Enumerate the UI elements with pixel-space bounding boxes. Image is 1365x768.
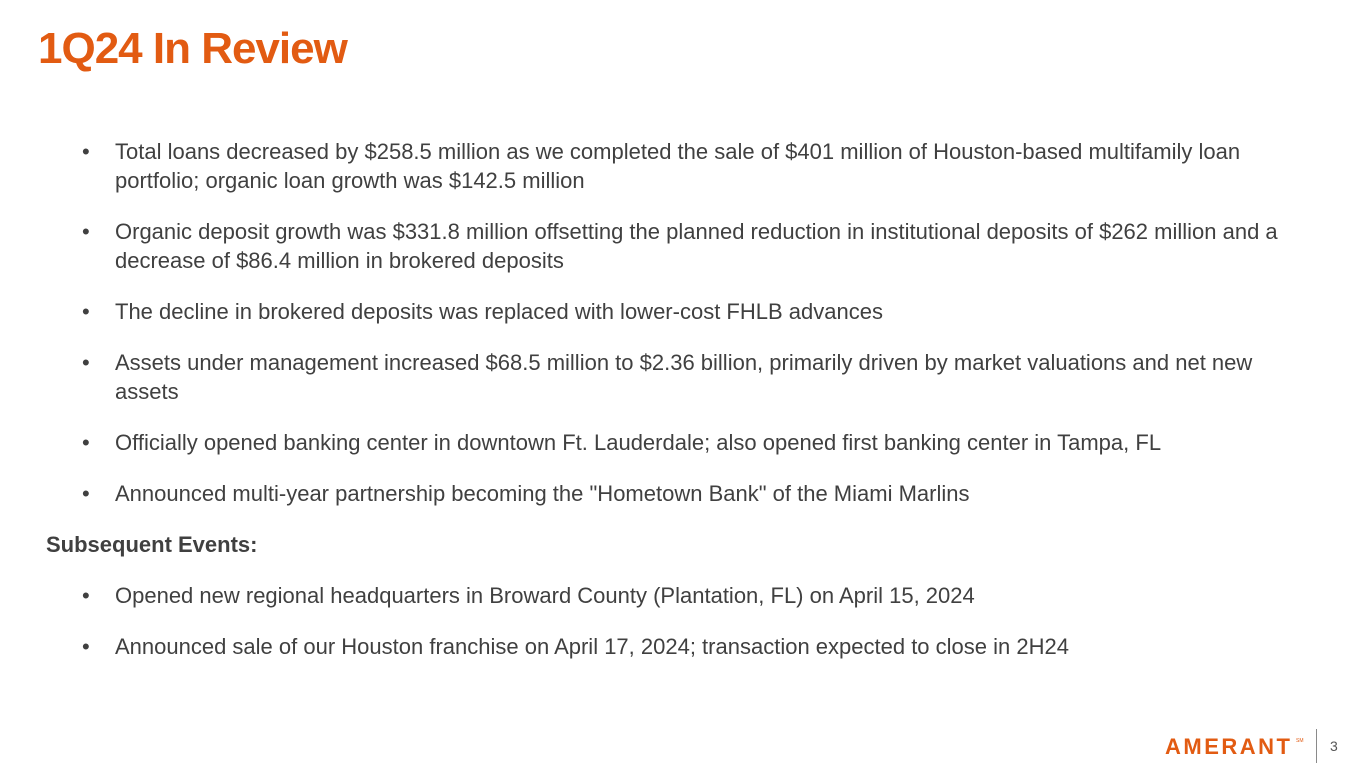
bullet-item-headquarters (46, 581, 1291, 610)
bullet-text: Assets under management increased $68.5 million to $2.36 billion, primarily driven by market valuations and net new assets (115, 350, 1253, 404)
subsequent-bullet-list (46, 581, 1291, 661)
bullet-icon: • (82, 139, 90, 164)
bullet-text: The decline in brokered deposits was replaced with lower-cost FHLB advances (115, 299, 883, 324)
logo-wordmark: AMERANT (1165, 734, 1293, 759)
bullet-item-houston-sale (46, 632, 1291, 661)
slide-content (46, 137, 1291, 683)
bullet-text: Opened new regional headquarters in Broward County (Plantation, FL) on April 15, 2024 (115, 583, 975, 608)
page-number: 3 (1330, 738, 1338, 754)
bullet-item-loans (46, 137, 1291, 195)
amerant-logo-icon (1165, 733, 1305, 759)
review-bullet-list (46, 137, 1291, 508)
bullet-icon: • (82, 219, 90, 244)
bullet-item-partnership (46, 479, 1291, 508)
bullet-item-deposits (46, 217, 1291, 275)
bullet-icon: • (82, 430, 90, 455)
bullet-icon: • (82, 481, 90, 506)
footer-divider (1316, 729, 1317, 763)
bullet-text: Announced sale of our Houston franchise on April 17, 2024; transaction expected to close in 2H24 (115, 634, 1069, 659)
bullet-text: Organic deposit growth was $331.8 million offsetting the planned reduction in institutional deposits of $262 million and a decrease of $86.4 million in brokered deposits (115, 219, 1278, 273)
bullet-icon: • (82, 299, 90, 324)
subsequent-events-heading: Subsequent Events: (46, 532, 258, 557)
bullet-item-aum (46, 348, 1291, 406)
bullet-text: Officially opened banking center in downtown Ft. Lauderdale; also opened first banking center in Tampa, FL (115, 430, 1162, 455)
slide-title: 1Q24 In Review (38, 24, 347, 73)
bullet-text: Total loans decreased by $258.5 million as we completed the sale of $401 million of Houston-based multifamily loan portfolio; organic loan growth was $142.5 million (115, 139, 1241, 193)
bullet-text: Announced multi-year partnership becoming the "Hometown Bank" of the Miami Marlins (115, 481, 970, 506)
bullet-icon: • (82, 350, 90, 375)
bullet-icon: • (82, 583, 90, 608)
bullet-item-banking-centers (46, 428, 1291, 457)
bullet-item-brokered (46, 297, 1291, 326)
bullet-icon: • (82, 634, 90, 659)
logo-service-mark: SM (1296, 738, 1304, 744)
